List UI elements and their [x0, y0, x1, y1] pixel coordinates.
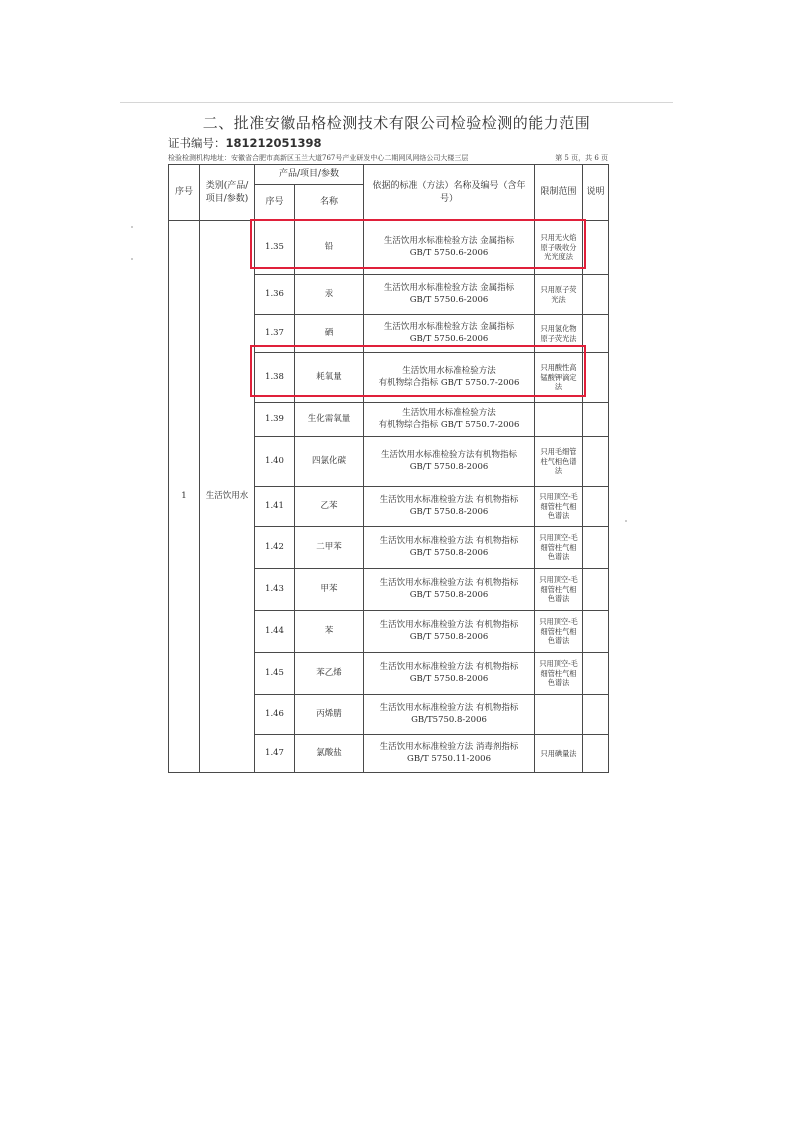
row-standard-line1: 生活饮用水标准检验方法 有机物指标: [379, 662, 519, 673]
scan-speck: [131, 226, 133, 228]
row-note: [583, 403, 609, 437]
row-limit: 只用氢化物原子荧光法: [535, 315, 583, 353]
institution-address: 检验检测机构地址：安徽省合肥市高新区玉兰大道767号产业研发中心二期网风网络公司大楼三层: [168, 154, 469, 162]
row-number: 1.44: [255, 611, 295, 653]
row-standard-line2: 有机物综合指标 GB/T 5750.7-2006: [378, 377, 520, 388]
row-parameter-name: 甲苯: [295, 569, 364, 611]
row-number: 1.43: [255, 569, 295, 611]
row-standard: [364, 403, 535, 437]
row-note: [583, 527, 609, 569]
row-parameter-name: 苯乙烯: [295, 653, 364, 695]
row-standard-line1: 生活饮用水标准检验方法 金属指标: [383, 236, 515, 247]
row-standard-line2: GB/T 5750.6-2006: [409, 333, 489, 344]
highlight-box-lead: [250, 219, 586, 269]
row-standard: [364, 437, 535, 487]
row-note: [583, 315, 609, 353]
group-category: 生活饮用水: [200, 221, 255, 773]
row-number: 1.41: [255, 487, 295, 527]
table-body: [169, 221, 609, 773]
row-parameter-name: 四氯化碳: [295, 437, 364, 487]
row-parameter-name: 硒: [295, 315, 364, 353]
row-parameter-name: 铅: [295, 221, 364, 275]
scan-speck: [131, 258, 133, 260]
row-note: [583, 653, 609, 695]
row-standard-line2: GB/T 5750.8-2006: [409, 506, 489, 517]
row-limit: 只用顶空-毛细管柱气相色谱法: [535, 611, 583, 653]
row-limit: 只用顶空-毛细管柱气相色谱法: [535, 527, 583, 569]
row-note: [583, 275, 609, 315]
certificate-label: 证书编号：: [168, 136, 226, 150]
header-category: 类别(产品/项目/参数): [200, 165, 255, 221]
row-standard: [364, 653, 535, 695]
row-number: 1.36: [255, 275, 295, 315]
row-standard-line1: 生活饮用水标准检验方法有机物指标: [381, 450, 518, 461]
row-parameter-name: 丙烯腈: [295, 695, 364, 735]
row-standard-line2: GB/T5750.8-2006: [411, 714, 487, 725]
row-limit: 只用顶空-毛细管柱气相色谱法: [535, 653, 583, 695]
row-standard-line1: 生活饮用水标准检验方法 金属指标: [383, 283, 515, 294]
highlight-box-oxygen-consumption: [250, 345, 586, 397]
row-parameter-name: 乙苯: [295, 487, 364, 527]
row-parameter-name: 苯: [295, 611, 364, 653]
row-note: [583, 353, 609, 403]
row-standard-line2: GB/T 5750.8-2006: [409, 461, 489, 472]
row-note: [583, 437, 609, 487]
row-note: [583, 569, 609, 611]
row-number: 1.39: [255, 403, 295, 437]
group-seq: 1: [169, 221, 200, 773]
row-standard-line1: 生活饮用水标准检验方法 消毒剂指标: [379, 742, 519, 753]
row-standard-line2: GB/T 5750.11-2006: [407, 753, 491, 764]
row-standard-line1: 生活饮用水标准检验方法 有机物指标: [379, 620, 519, 631]
row-standard: [364, 695, 535, 735]
header-standard: 依据的标准（方法）名称及编号（含年号）: [364, 165, 535, 221]
row-standard: [364, 527, 535, 569]
row-number: 1.40: [255, 437, 295, 487]
row-standard: [364, 735, 535, 773]
row-standard-line1: 生活饮用水标准检验方法 有机物指标: [379, 536, 519, 547]
row-note: [583, 695, 609, 735]
row-parameter-name: 耗氧量: [295, 353, 364, 403]
row-note: [583, 487, 609, 527]
row-standard-line1: 生活饮用水标准检验方法 有机物指标: [379, 578, 519, 589]
row-number: 1.38: [255, 353, 295, 403]
row-standard: [364, 275, 535, 315]
row-limit: 只用酸性高锰酸钾滴定法: [535, 353, 583, 403]
header-sub-seq: 序号: [255, 185, 295, 221]
row-limit: 只用原子荧光法: [535, 275, 583, 315]
row-limit: 只用碘量法: [535, 735, 583, 773]
row-limit: [535, 695, 583, 735]
row-limit: 只用无火焰原子吸收分光光度法: [535, 221, 583, 275]
top-rule: [120, 102, 673, 103]
row-note: [583, 221, 609, 275]
row-standard: [364, 487, 535, 527]
row-standard-line2: GB/T 5750.8-2006: [409, 631, 489, 642]
certificate-number: [168, 135, 322, 151]
row-standard-line1: 生活饮用水标准检验方法 有机物指标: [379, 495, 519, 506]
row-standard: [364, 611, 535, 653]
page-indicator: 第 5 页，共 6 页: [555, 154, 608, 162]
row-number: 1.45: [255, 653, 295, 695]
page-title: 二、批准安徽品格检测技术有限公司检验检测的能力范围: [202, 114, 591, 132]
row-parameter-name: 生化需氧量: [295, 403, 364, 437]
row-standard-line2: GB/T 5750.6-2006: [409, 294, 489, 305]
row-standard-line1: 生活饮用水标准检验方法: [402, 366, 496, 377]
row-standard-line2: GB/T 5750.8-2006: [409, 547, 489, 558]
row-limit: 只用顶空-毛细管柱气相色谱法: [535, 569, 583, 611]
row-standard-line2: 有机物综合指标 GB/T 5750.7-2006: [378, 419, 520, 430]
row-note: [583, 735, 609, 773]
address-line: [168, 153, 608, 163]
header-product-group: 产品/项目/参数: [255, 165, 364, 185]
row-limit: 只用毛细管柱气相色谱法: [535, 437, 583, 487]
row-parameter-name: 氯酸盐: [295, 735, 364, 773]
header-name: 名称: [295, 185, 364, 221]
header-seq: 序号: [169, 165, 200, 221]
row-standard: [364, 569, 535, 611]
row-standard-line2: GB/T 5750.6-2006: [409, 247, 489, 258]
row-number: 1.47: [255, 735, 295, 773]
row-limit: 只用顶空-毛细管柱气相色谱法: [535, 487, 583, 527]
scan-speck: [625, 520, 627, 522]
row-standard-line1: 生活饮用水标准检验方法 金属指标: [383, 322, 515, 333]
header-note: 说明: [583, 165, 609, 221]
row-number: 1.35: [255, 221, 295, 275]
row-parameter-name: 二甲苯: [295, 527, 364, 569]
row-number: 1.37: [255, 315, 295, 353]
row-parameter-name: 汞: [295, 275, 364, 315]
row-standard-line2: GB/T 5750.8-2006: [409, 589, 489, 600]
row-standard-line1: 生活饮用水标准检验方法: [402, 408, 496, 419]
header-limit: 限制范围: [535, 165, 583, 221]
row-number: 1.46: [255, 695, 295, 735]
row-standard-line1: 生活饮用水标准检验方法 有机物指标: [379, 703, 519, 714]
row-standard-line2: GB/T 5750.8-2006: [409, 673, 489, 684]
row-limit: [535, 403, 583, 437]
row-note: [583, 611, 609, 653]
certificate-value: 181212051398: [225, 136, 322, 150]
row-number: 1.42: [255, 527, 295, 569]
